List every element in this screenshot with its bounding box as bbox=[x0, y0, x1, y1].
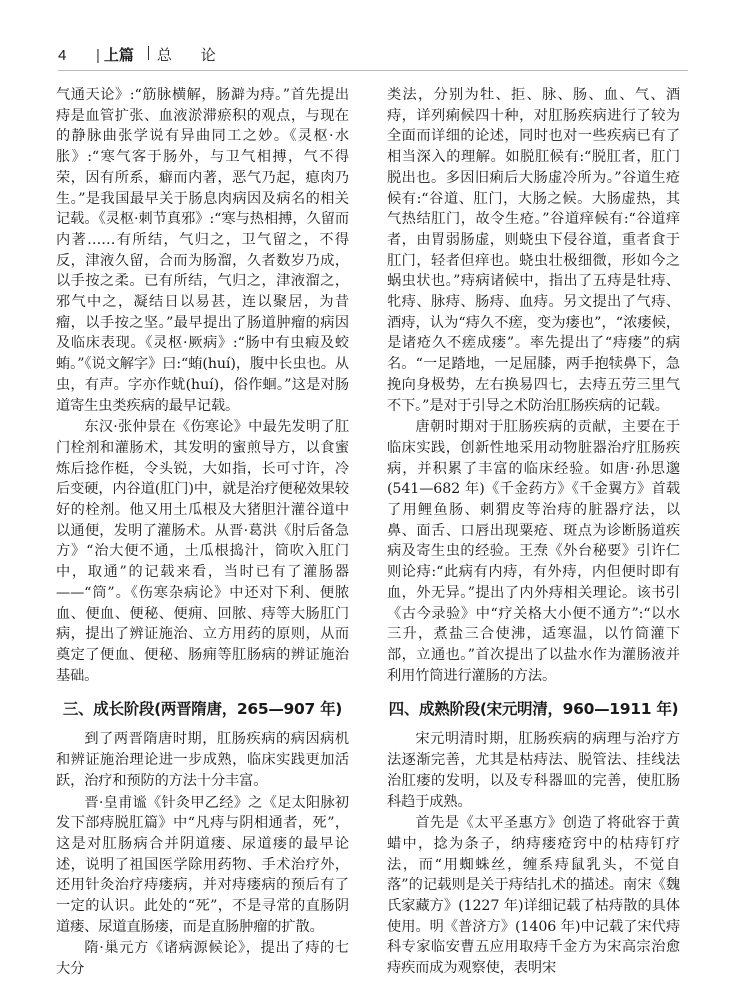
section-heading-growth: 三、成长阶段(两晋隋唐，265—907 年) bbox=[62, 700, 343, 719]
chapter-title: 总 论 bbox=[156, 46, 228, 64]
section-heading-maturity: 四、成熟阶段(宋元明清，960—1911 年) bbox=[388, 700, 679, 719]
right-paragraph-1: 类法，分别为牡、拒、脉、肠、血、气、酒痔，详列痢候四十种，对肛肠疾病进行了较为全面而详细的论述，同时也对一些疾病已有了相当深入的理解。如脱肛候有:“脱肛者，肛门脱出也。多因旧痢后大肠虚冷所为。”谷道生疮候有:“谷道、肛门，大肠之候。大肠虚热，其气热结肛门，故令生疮。”谷道痒候有:“谷道痒者，由胃弱肠虚，则蛲虫下侵谷道，重者食于肛门，轻者但痒也。蛲虫壮极细微，形如今之蜗虫状也。”痔病诸候中，指出了五痔是牡痔、牝痔、脉痔、肠痔、血痔。另文提出了气痔、酒痔，认为“痔久不瘥，变为瘘也”，“浓瘘候，是诸疮久不瘥成瘘”。率先提出了“痔瘘”的病名。“一足踏地，一足屈膝，两手抱犊鼻下，急挽向身极势，左右换易四七，去痔五劳三里气不下。”是对于引导之术防治肛肠疾病的记载。 bbox=[387, 87, 680, 414]
left-column bbox=[56, 85, 349, 980]
header-divider: | bbox=[96, 47, 100, 64]
left-paragraph-5: 隋·巢元方《诸病源候论》，提出了痔的七大分 bbox=[56, 940, 349, 978]
left-paragraph-1: 气通天论》:“筋脉横解，肠澼为痔。”首先提出痔是血管扩张、血液淤滞瘀积的观点，与现在的静脉曲张学说有异曲同工之妙。《灵枢·水胀》:“寒气客于肠外，与卫气相搏，气不得荣，因有所系，癖而内著，恶气乃起，瘜肉乃生。”是我国最早关于肠息肉病因及病名的相关记载。《灵枢·刺节真邪》:“寒与热相搏，久留而内著……有所结，气归之，卫气留之，不得反，津液久留，合而为肠溜，久者数岁乃成，以手按之柔。已有所结，气归之，津液溜之，邪气中之，凝结日以易甚，连以聚居，为昔瘤，以手按之坚。”最早提出了肠道肿瘤的病因及临床表现。《灵枢·厥病》:“肠中有虫瘕及蛟蛕。”《说文解字》曰:“蛕(huí)，腹中长虫也。从虫，有声。字亦作蚘(huí)，俗作蛔。”这是对肠道寄生虫类疾病的最早记载。 bbox=[56, 87, 349, 414]
header-rule bbox=[58, 70, 688, 71]
running-header bbox=[58, 44, 688, 66]
left-paragraph-3: 到了两晋隋唐时期，肛肠疾病的病因病机和辨证施治理论进一步成熟，临床实践更加活跃，治疗和预防的方法十分丰富。 bbox=[56, 731, 349, 789]
part-label: 上篇 bbox=[103, 46, 134, 64]
right-paragraph-3: 宋元明清时期，肛肠疾病的病理与治疗方法逐渐完善，尤其是枯痔法、脱管法、挂线法治肛瘘的发明，以及专科器皿的完善，使肛肠科趋于成熟。 bbox=[387, 731, 680, 810]
right-column bbox=[387, 85, 680, 979]
right-paragraph-2: 唐朝时期对于肛肠疾病的贡献，主要在于临床实践，创新性地采用动物脏器治疗肛肠疾病，并积累了丰富的临床经验。如唐·孙思邈(541—682 年)《千金药方》《千金翼方》首载了用鲤鱼肠、刺猬皮等治痔的脏器疗法，以鼻、面舌、口唇出现粟疮、斑点为诊断肠道疾病及寄生虫的经验。王焘《外台秘要》引许仁则论痔:“此病有内痔，有外痔，内但便时即有血，外无异。”提出了内外痔相关理论。该书引《古今录验》中“疗关格大小便不通方”:“以水三升，煮盐三合使沸，适寒温，以竹筒灌下部，立通也。”首次提出了以盐水作为灌肠液并利用竹筒进行灌肠的方法。 bbox=[387, 419, 680, 684]
left-paragraph-2: 东汉·张仲景在《伤寒论》中最先发明了肛门栓剂和灌肠术，其发明的蜜煎导方，以食蜜炼后捻作梃，令头锐，大如指，长可寸许，冷后变硬，内谷道(肛门)中，就是治疗便秘效果较好的栓剂。他又用土瓜根及大猪胆汁灌谷道中以通便，发明了灌肠术。从晋·葛洪《肘后备急方》“治大便不通，土瓜根捣汁，筒吹入肛门中，取通”的记载来看，当时已有了灌肠器——“筒”。《伤寒杂病论》中还对下利、便脓血、便血、便秘、便痈、回脓、痔等大肠肛门病，提出了辨证施治、立方用药的原则，从而奠定了便血、便秘、肠痈等肛肠病的辨证施治基础。 bbox=[56, 419, 349, 684]
left-paragraph-4: 晋·皇甫谧《针灸甲乙经》之《足太阳脉初发下部痔脱肛篇》中“凡痔与阴相通者，死”，这是对肛肠病合并阴道瘘、尿道瘘的最早论述，说明了祖国医学除用药物、手术治疗外，还用针灸治疗痔瘘病，并对痔瘘病的预后有了一定的认识。此处的“死”，不是寻常的直肠阴道瘘、尿道直肠瘘，而是直肠肿瘤的扩散。 bbox=[56, 794, 349, 935]
right-paragraph-4: 首先是《太平圣惠方》创造了将砒容于黄蜡中，捻为条子，纳痔瘘疮窍中的枯痔钉疗法，而“用蜘蛛丝，缠系痔鼠乳头，不觉自落”的记载则是关于痔结扎术的描述。南宋《魏氏家藏方》(1227 年)详细记载了枯痔散的具体使用。明《普济方》(1406 年)中记载了宋代痔科专家临安曹五应用取痔千金方为宋高宗治愈痔疾而成为观察使，表明宋 bbox=[387, 815, 680, 977]
page-number: 4 bbox=[58, 47, 67, 64]
header-divider-bar bbox=[148, 46, 149, 60]
